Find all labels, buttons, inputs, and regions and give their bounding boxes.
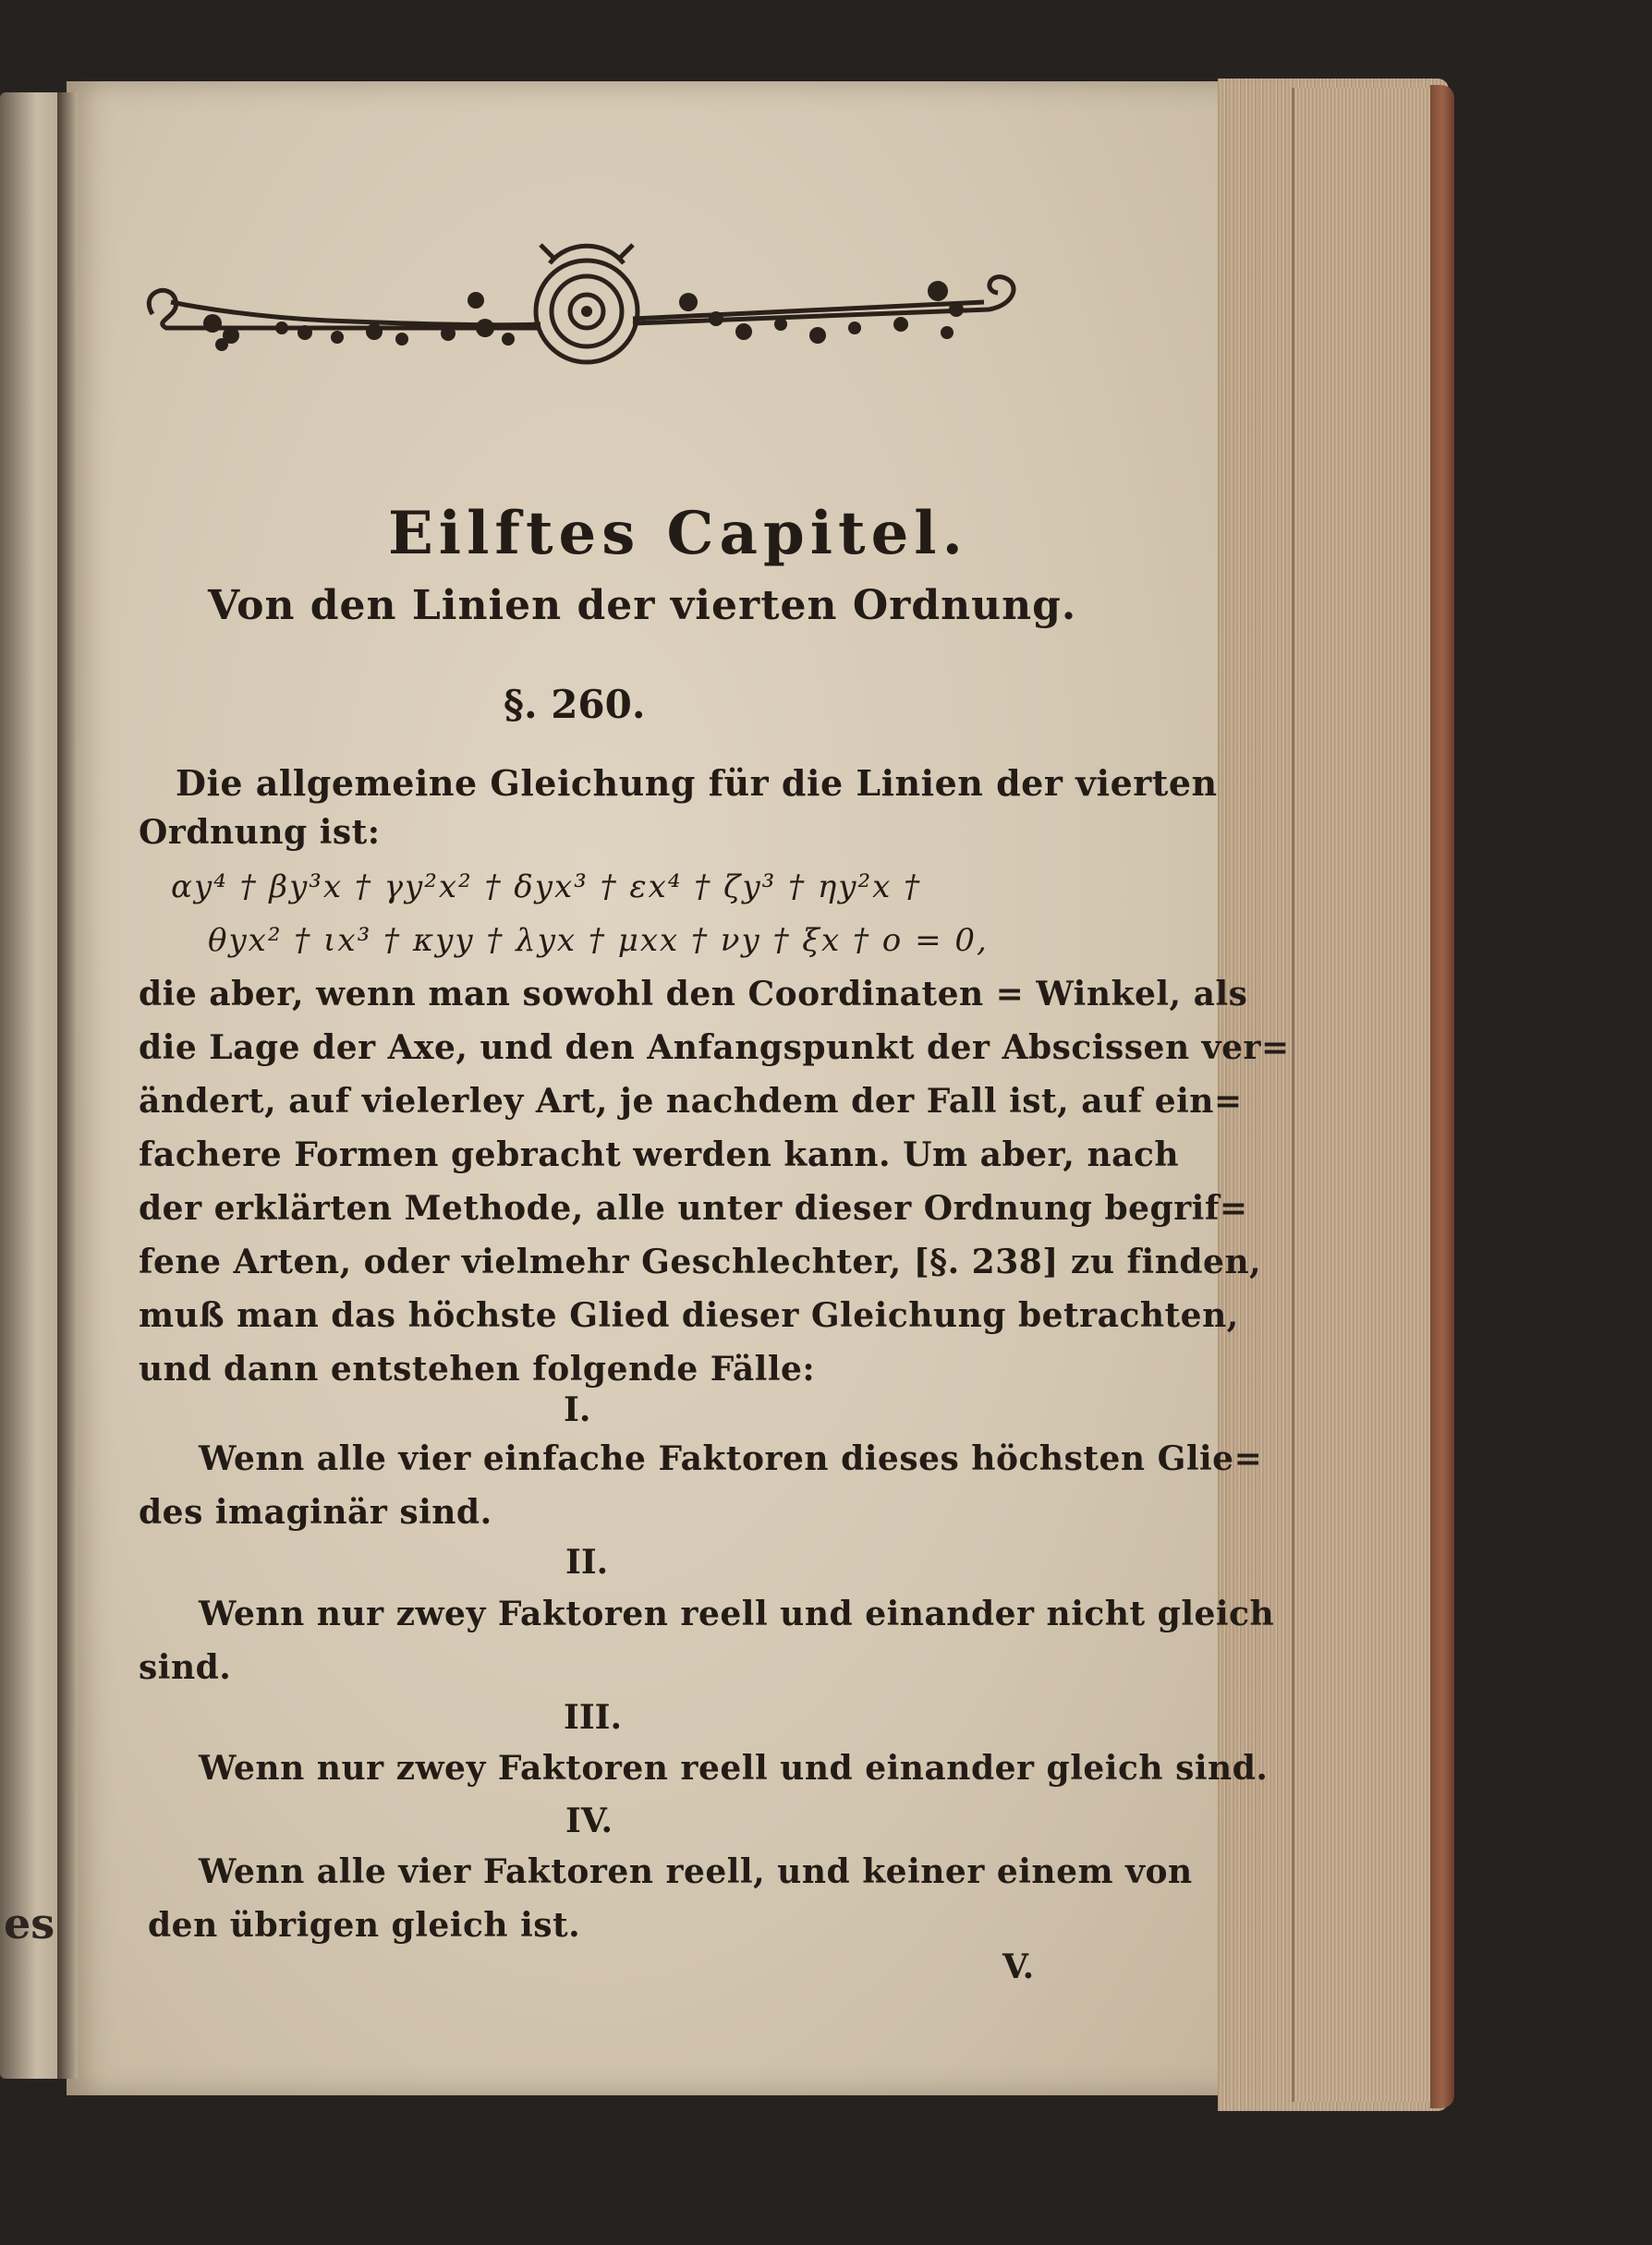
case-numeral: II. [565, 1543, 609, 1582]
formula-line: αy⁴ † βy³x † γy²x² † δyx³ † εx⁴ † ζy³ † ηy²x † [171, 868, 922, 905]
case-numeral: I. [564, 1390, 591, 1429]
body-line: die aber, wenn man sowohl den Coordinaten = Winkel, als [139, 975, 1248, 1013]
case-line: des imaginär sind. [139, 1493, 492, 1532]
case-line: sind. [139, 1648, 232, 1687]
case-numeral: IV. [565, 1802, 613, 1840]
case-line: den übrigen gleich ist. [148, 1906, 581, 1945]
case-line: Wenn nur zwey Faktoren reell und einander gleich sind. [199, 1749, 1269, 1788]
catchword: V. [1002, 1948, 1035, 1986]
body-line: ändert, auf vielerley Art, je nachdem der Fall ist, auf ein= [139, 1082, 1243, 1121]
chapter-title: Eilftes Capitel. [388, 499, 968, 568]
formula-line: θyx² † ιx³ † κyy † λyx † μxx † νy † ξx † ο = 0, [208, 922, 989, 959]
section-number: §. 260. [504, 682, 646, 727]
intro-line: Ordnung ist: [139, 813, 381, 852]
chapter-subtitle: Von den Linien der vierten Ordnung. [208, 582, 1077, 629]
body-line: und dann entstehen folgende Fälle: [139, 1350, 816, 1389]
body-line: fene Arten, oder vielmehr Geschlechter, [§. 238] zu finden, [139, 1243, 1262, 1281]
body-line: die Lage der Axe, und den Anfangspunkt der Abscissen ver= [139, 1028, 1290, 1067]
body-line: fachere Formen gebracht werden kann. Um aber, nach [139, 1135, 1180, 1174]
case-line: Wenn alle vier Faktoren reell, und keiner einem von [199, 1852, 1193, 1891]
body-line: der erklärten Methode, alle unter dieser Ordnung begrif= [139, 1189, 1248, 1228]
book-gutter [57, 92, 78, 2079]
book-cover-edge [1430, 85, 1454, 2108]
floral-ornament [143, 236, 1030, 365]
case-line: Wenn nur zwey Faktoren reell und einander nicht gleich [199, 1595, 1275, 1633]
case-numeral: III. [564, 1698, 623, 1737]
intro-line: Die allgemeine Gleichung für die Linien der vierten [176, 762, 1218, 804]
page-edges-inner [1292, 88, 1433, 2102]
case-line: Wenn alle vier einfache Faktoren dieses höchsten Glie= [199, 1439, 1263, 1478]
body-line: muß man das höchste Glied dieser Gleichung betrachten, [139, 1296, 1239, 1335]
left-page-text-fragment: es [4, 1899, 55, 1948]
